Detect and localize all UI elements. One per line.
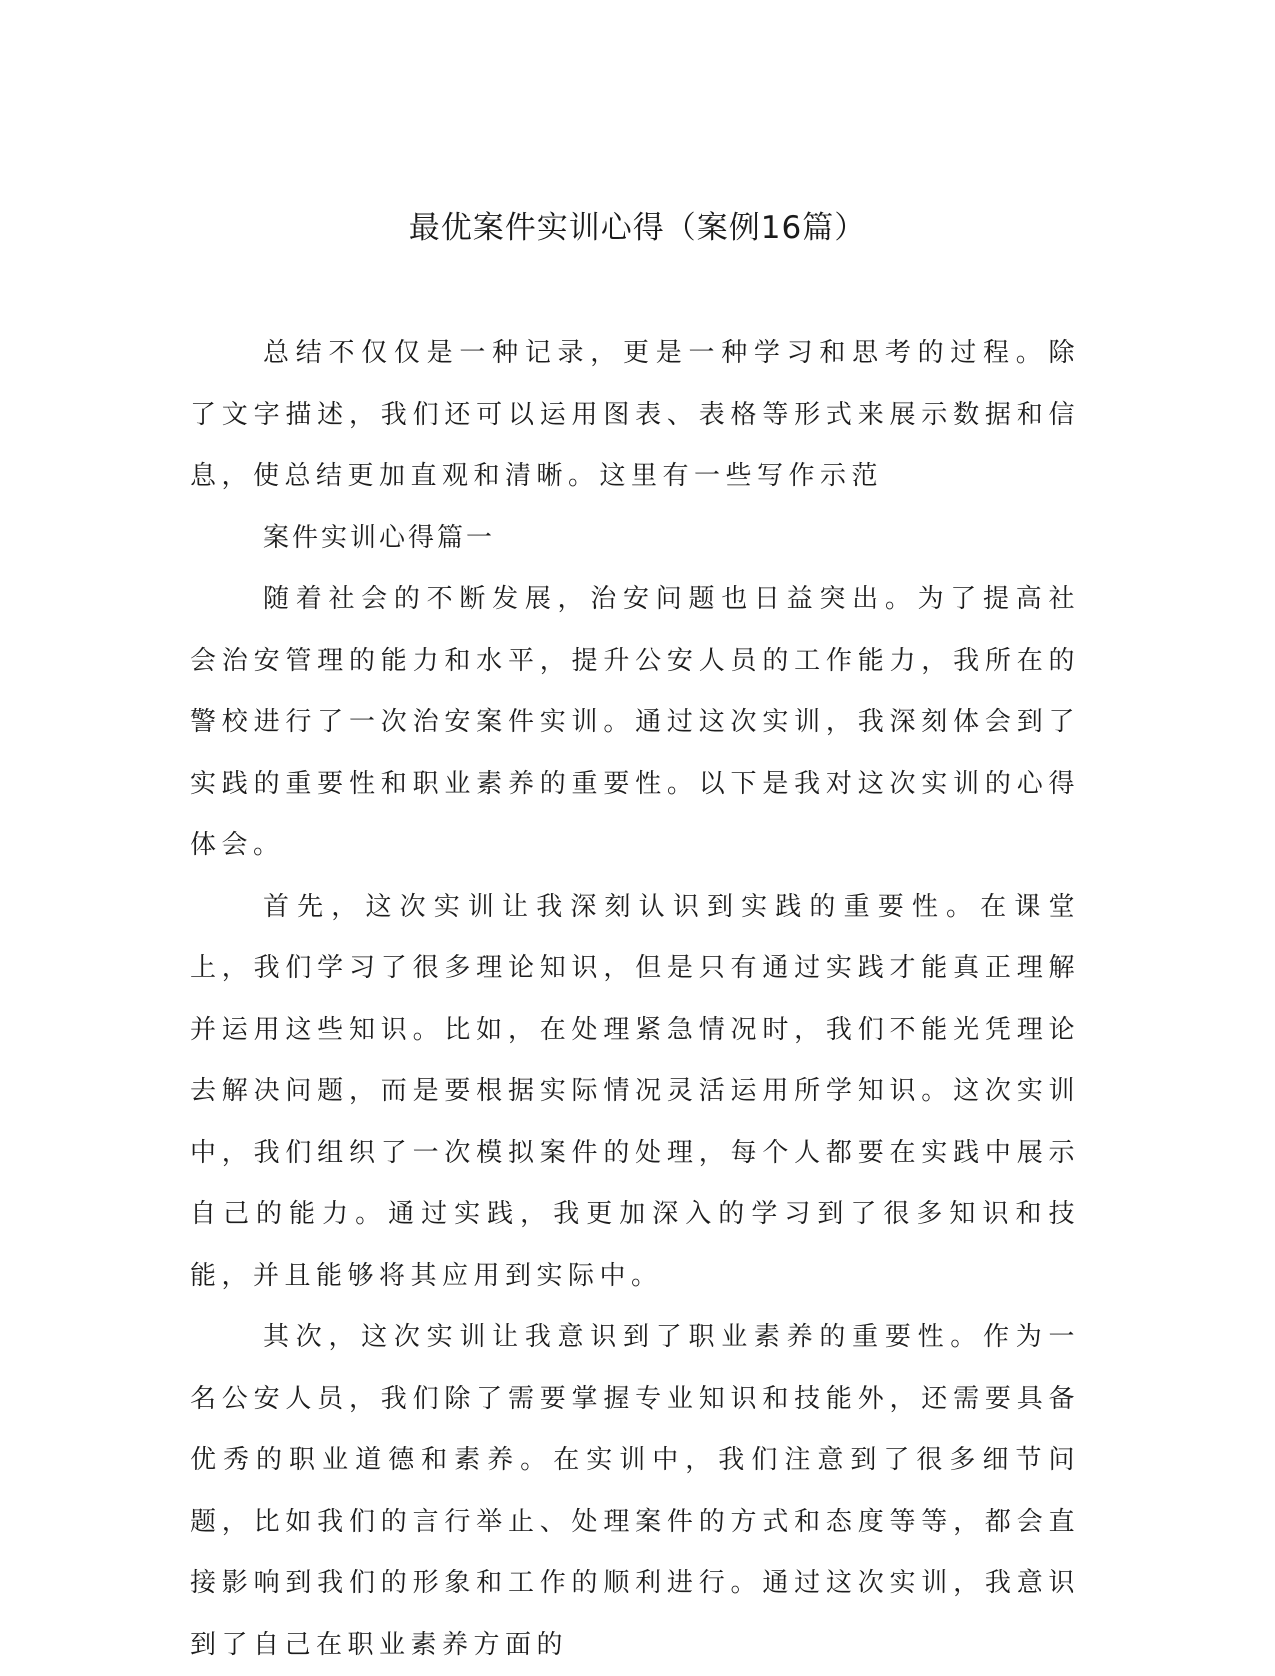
- section-heading: 案件实训心得篇一: [263, 522, 496, 553]
- body-paragraph: 随着社会的不断发展，治安问题也日益突出。为了提高社会治安管理的能力和水平，提升公安人员的工作能力，我所在的警校进行了一次治安案件实训。通过这次实训，我深刻体会到了实践的重要性和职业素养的重要性。以下是我对这次实训的心得体会。: [190, 584, 1080, 860]
- document-title: 最优案件实训心得（案例16篇）: [408, 210, 867, 246]
- body-paragraph: 首先，这次实训让我深刻认识到实践的重要性。在课堂上，我们学习了很多理论知识，但是只有通过实践才能真正理解并运用这些知识。比如，在处理紧急情况时，我们不能光凭理论去解决问题，而是要根据实际情况灵活运用所学知识。这次实训中，我们组织了一次模拟案件的处理，每个人都要在实践中展示自己的能力。通过实践，我更加深入的学习到了很多知识和技能，并且能够将其应用到实际中。: [190, 891, 1080, 1291]
- document-body: [190, 323, 1080, 1676]
- intro-paragraph: 总结不仅仅是一种记录，更是一种学习和思考的过程。除了文字描述，我们还可以运用图表、表格等形式来展示数据和信息，使总结更加直观和清晰。这里有一些写作示范: [190, 338, 1080, 491]
- body-paragraph: 其次，这次实训让我意识到了职业素养的重要性。作为一名公安人员，我们除了需要掌握专业知识和技能外，还需要具备优秀的职业道德和素养。在实训中，我们注意到了很多细节问题，比如我们的言行举止、处理案件的方式和态度等等，都会直接影响到我们的形象和工作的顺利进行。通过这次实训，我意识到了自己在职业素养方面的: [190, 1322, 1080, 1660]
